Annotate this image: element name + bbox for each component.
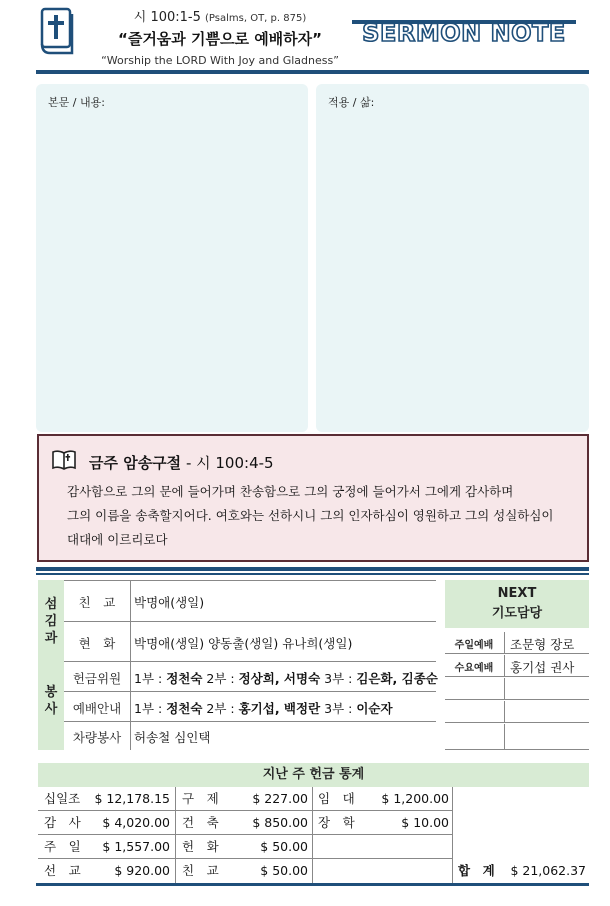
memory-verse-text <box>67 480 587 552</box>
service-part-names: 이순자 <box>356 701 393 716</box>
side-char: 김 <box>44 614 58 629</box>
service-row-label: 현 화 <box>78 636 116 651</box>
memory-verse-reference: - 시 100:4-5 <box>181 454 274 472</box>
offering-label: 구 제 <box>182 791 219 806</box>
service-row-transport <box>64 722 436 750</box>
row-separator <box>504 701 505 722</box>
next-prayer-row-empty <box>445 724 589 750</box>
service-part-names: 정천숙 <box>166 701 203 716</box>
header-divider <box>36 70 589 74</box>
offering-label: 장 학 <box>318 815 355 830</box>
offering-stats-title: 지난 주 헌금 통계 <box>38 763 589 787</box>
memory-verse-title <box>89 452 274 473</box>
page-header <box>0 0 610 72</box>
side-char: 과 <box>44 631 58 646</box>
service-part-label: 3부 : <box>324 701 357 716</box>
service-row-value <box>134 699 393 717</box>
service-part-label: 1부 : <box>134 701 167 716</box>
row-separator <box>504 724 505 749</box>
row-separator <box>130 662 131 691</box>
next-prayer-subtitle: 기도담당 <box>491 606 543 621</box>
offering-label: 주 일 <box>44 839 81 854</box>
open-book-icon <box>51 449 77 471</box>
service-row-value: 허송철 심인택 <box>134 730 211 745</box>
offering-amount: $ 10.00 <box>401 815 449 830</box>
row-separator <box>504 655 505 676</box>
next-prayer-label: 수요예배 <box>454 663 494 674</box>
service-side-label <box>38 580 64 662</box>
next-prayer-row <box>445 632 589 654</box>
service-side-text <box>38 596 64 647</box>
service-row-fellowship <box>64 581 436 622</box>
offering-label: 선 교 <box>44 863 81 878</box>
row-separator <box>504 678 505 699</box>
offering-total-label: 합 계 <box>458 863 495 878</box>
sermon-note-label: SERMON NOTE <box>362 19 566 47</box>
service-divider <box>36 567 589 571</box>
service-row-label: 예배안내 <box>72 701 122 716</box>
next-prayer-row-empty <box>445 701 589 723</box>
bible-icon <box>38 6 76 56</box>
reference-detail: (Psalms, OT, p. 875) <box>205 13 307 24</box>
offering-amount: $ 1,557.00 <box>102 839 170 854</box>
next-prayer-label: 주일예배 <box>454 640 494 651</box>
service-row-label: 헌금위원 <box>72 671 122 686</box>
sermon-header <box>90 6 350 67</box>
service-row-value: 박명애(생일) 양동출(생일) 유나희(생일) <box>134 636 353 651</box>
offering-grid-line <box>452 787 453 883</box>
row-separator <box>130 581 131 621</box>
offering-amount: $ 920.00 <box>114 863 170 878</box>
side-char: 사 <box>44 702 58 717</box>
content-notes-label: 본문 / 내용: <box>48 96 105 109</box>
next-prayer-row <box>445 655 589 677</box>
service-row-ushers <box>64 692 436 722</box>
offering-amount: $ 1,200.00 <box>381 791 449 806</box>
service-part-label: 2부 : <box>206 671 239 686</box>
row-separator <box>130 692 131 721</box>
application-notes-label: 적용 / 삶: <box>328 96 375 109</box>
offering-label: 친 교 <box>182 863 219 878</box>
scripture-reference <box>90 6 350 25</box>
service-row-label: 차량봉사 <box>72 730 122 745</box>
offering-amount: $ 50.00 <box>260 863 308 878</box>
footer-divider <box>36 883 589 886</box>
memory-verse-line: 대대에 이르리로다 <box>67 532 168 547</box>
service-part-label: 3부 : <box>324 671 357 686</box>
next-prayer-header <box>445 580 589 628</box>
service-divider-thin <box>36 573 589 575</box>
row-separator <box>504 632 505 653</box>
offering-grid-line <box>312 787 313 883</box>
service-part-names: 홍기섭, 백정란 <box>238 701 321 716</box>
offering-grid-line <box>175 787 176 883</box>
content-notes-box[interactable] <box>36 84 308 432</box>
offering-amount: $ 50.00 <box>260 839 308 854</box>
service-row-offering-committee <box>64 662 436 692</box>
row-separator <box>130 722 131 750</box>
service-part-label: 2부 : <box>206 701 239 716</box>
row-separator <box>130 622 131 661</box>
service-side-label <box>38 662 64 750</box>
next-prayer-row-empty <box>445 678 589 700</box>
sermon-title: “즐거움과 기쁨으로 예배하자” <box>117 30 323 48</box>
service-part-names: 김은화, 김종순 <box>356 671 438 686</box>
service-part-names: 정천숙 <box>166 671 203 686</box>
memory-verse-line: 그의 이름을 송축할지어다. 여호와는 선하시니 그의 인자하심이 영원하고 그의 성실하심이 <box>67 508 554 523</box>
offering-label: 건 축 <box>182 815 219 830</box>
offering-label: 임 대 <box>318 791 355 806</box>
offering-amount: $ 850.00 <box>252 815 308 830</box>
offering-amount: $ 12,178.15 <box>94 791 170 806</box>
service-row-value <box>134 669 438 687</box>
next-prayer-name: 홍기섭 권사 <box>510 660 575 675</box>
side-char: 섬 <box>44 597 58 612</box>
memory-verse-line: 감사함으로 그의 문에 들어가며 찬송함으로 그의 궁정에 들어가서 그에게 감사하며 <box>67 484 514 499</box>
sermon-title-english: “Worship the LORD With Joy and Gladness” <box>101 54 339 67</box>
memory-verse-box <box>37 434 589 562</box>
service-row-value: 박명애(생일) <box>134 595 205 610</box>
offering-amount: $ 227.00 <box>252 791 308 806</box>
service-row-flowers <box>64 622 436 662</box>
offering-total-amount: $ 21,062.37 <box>510 863 586 878</box>
reference-main: 시 100:1-5 <box>133 10 201 25</box>
sermon-note-badge <box>352 20 576 50</box>
side-char: 봉 <box>44 685 58 700</box>
offering-label: 헌 화 <box>182 839 219 854</box>
service-row-label: 친 교 <box>78 595 116 610</box>
service-part-names: 정상희, 서명숙 <box>238 671 321 686</box>
application-notes-box[interactable] <box>316 84 589 432</box>
offering-amount: $ 4,020.00 <box>102 815 170 830</box>
offering-label: 십일조 <box>44 791 81 806</box>
offering-label: 감 사 <box>44 815 81 830</box>
service-side-text <box>38 684 64 718</box>
memory-verse-heading: 금주 암송구절 <box>89 454 182 472</box>
service-part-label: 1부 : <box>134 671 167 686</box>
next-prayer-name: 조문형 장로 <box>510 637 575 652</box>
next-prayer-title: NEXT <box>497 586 537 601</box>
